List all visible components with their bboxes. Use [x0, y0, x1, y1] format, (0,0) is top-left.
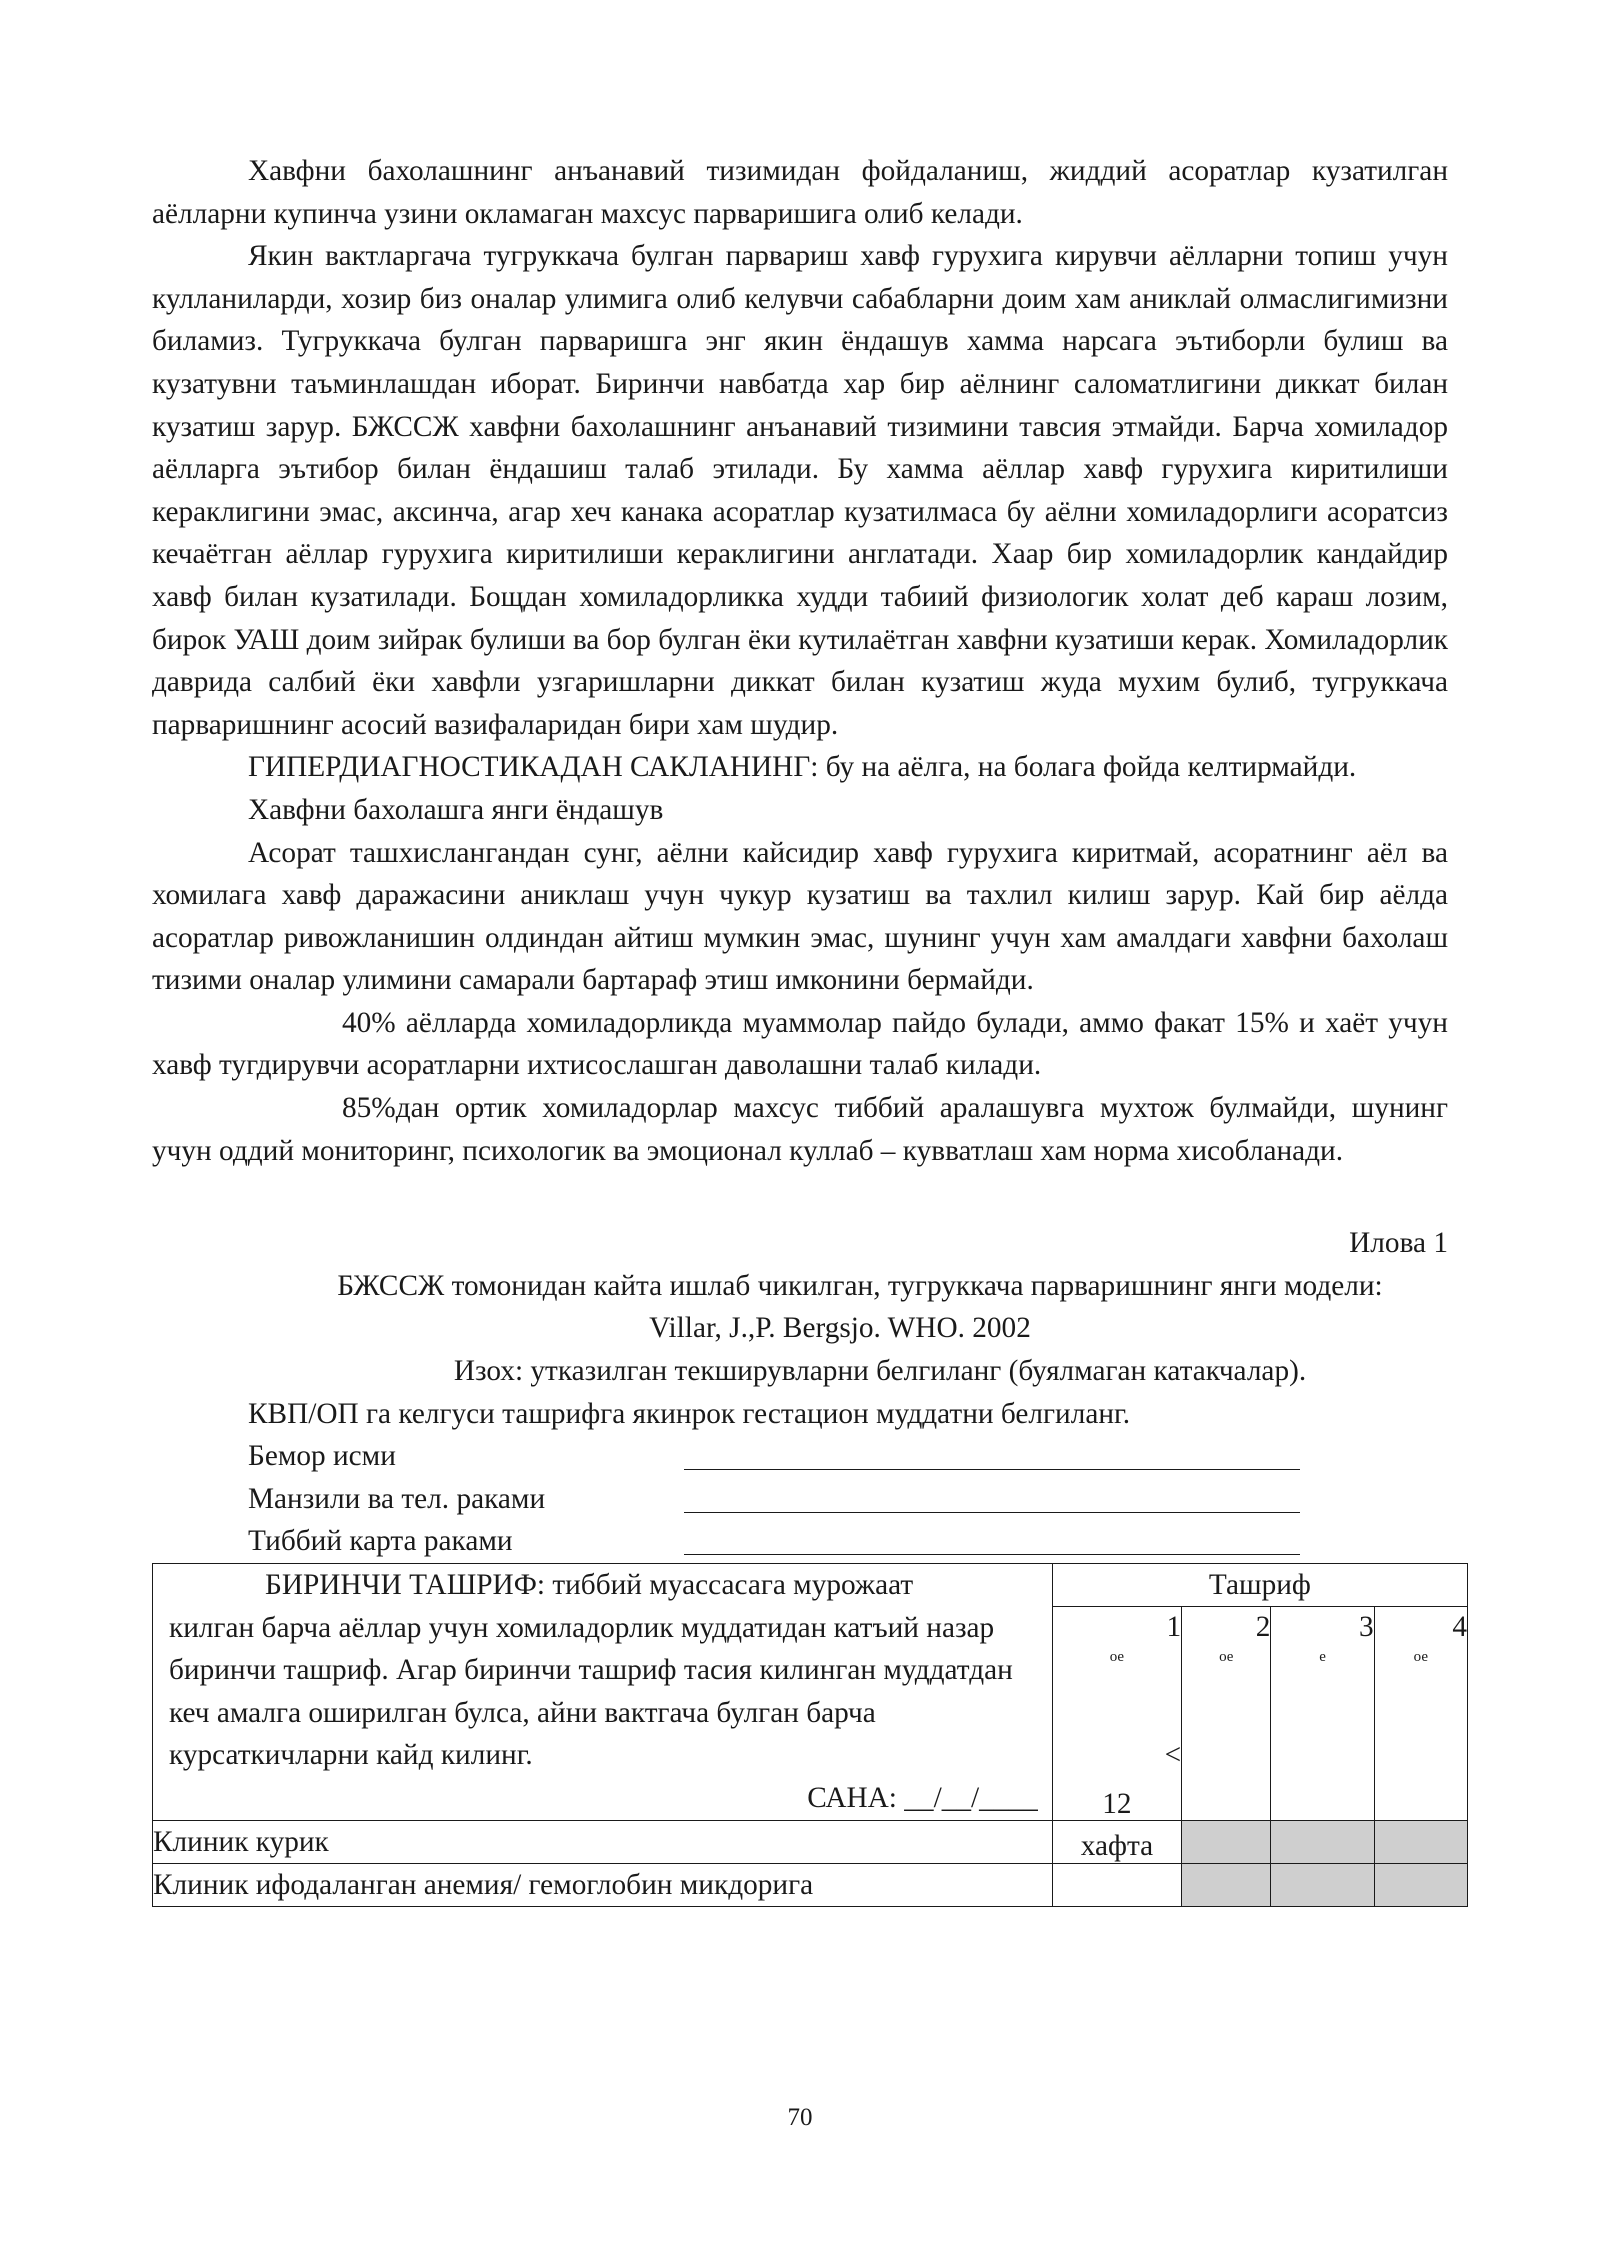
shaded-cell: [1374, 1820, 1467, 1863]
shaded-cell: [1271, 1820, 1374, 1863]
paragraph-2: Якин вактларгача тугруккача булган парвариш хавф гурухига кирувчи аёлларни топиш учун кулланиларди, хозир биз оналар улимига олиб келувчи сабабларни доим хам аниклай олмаслигимизни биламиз. Тугруккача булган парваришга энг якин ёндашув хамма нарсага эътиборли булиш ва кузатувни таъминлашдан иборат. Биринчи навбатда хар бир аёлнинг саломатлигини диккат билан кузатиш зарур. БЖССЖ хавфни бахолашнинг анъанавий тизимини тавсия этмайди. Барча хомиладор аёлларга эътибор билан ёндашиш талаб этилади. Бу хамма аёллар хавф гурухига киритилиши кераклигини эмас, аксинча, агар хеч канака асоратлар кузатилмаса бу аёлни хомиладорлиги асоратсиз кечаётган аёллар гурухига киритилиши кераклигини англатади. Хаар бир хомиладорлик кандайдир хавф билан кузатилади. Бощдан хомиладорликка худди табиий физиологик холат деб караш лозим, бирок УАШ доим зийрак булиши ва бор булган ёки кутилаётган хавфни кузатиши керак. Хомиладорлик даврида салбий ёки хавфли узгаришларни диккат билан кузатиш жуда мухим булиб, тугруккача парваришнинг асосий вазифаларидан бири хам шудир.: [152, 240, 1448, 741]
visit-2-sub: ое: [1219, 1649, 1234, 1665]
visit-col-3: [1271, 1607, 1374, 1821]
first-visit-title: БИРИНЧИ ТАШРИФ: тиббий муассасага мурожаат: [265, 1569, 914, 1601]
shaded-cell: [1374, 1863, 1467, 1906]
row-label-anemia: Клиник ифодаланган анемия/ гемоглобин микдорига: [153, 1863, 1053, 1906]
shaded-cell: [1271, 1863, 1374, 1906]
shaded-cell: [1182, 1820, 1271, 1863]
address-phone-row: [152, 1478, 1448, 1521]
first-visit-cell: [153, 1564, 1053, 1821]
paragraph-3: ГИПЕРДИАГНОСТИКАДАН САКЛАНИНГ: бу на аёлга, на болага фойда келтирмайди.: [248, 751, 1357, 784]
medical-card-row: [152, 1520, 1448, 1563]
medical-card-label: Тиббий карта раками: [248, 1525, 513, 1558]
paragraph-5: 40% аёлларда хомиладорликда муаммолар пайдо булади, аммо факат 15% и хаёт учун хавф тугдирувчи асоратларни ихтисослашган даволашни талаб килади.: [152, 1006, 1448, 1082]
appendix-citation: Villar, J.,P. Bergsjo. WHO. 2002: [649, 1312, 1031, 1345]
visit-1-weeks-label: хафта: [1080, 1830, 1154, 1862]
visit-1-sub: ое: [1109, 1649, 1125, 1665]
address-phone-label: Манзили ва тел. раками: [248, 1482, 546, 1515]
visit-1-number: 1: [1166, 1611, 1182, 1643]
page-number: 70: [787, 2104, 813, 2131]
first-visit-text: килган барча аёллар учун хомиладорлик муддатидан катъий назар биринчи ташриф. Агар биринчи ташриф тасия килинган муддатдан кеч амалга оширилган булса, айни вактгача булган барча курсаткичларни кайд килинг.: [169, 1611, 1013, 1772]
appendix-title: БЖССЖ томонидан кайта ишлаб чикилган, тугруккача парваришнинг янги модели:: [337, 1269, 1383, 1302]
section-heading: Хавфни бахолашга янги ёндашув: [248, 793, 664, 826]
address-phone-blank: [684, 1478, 1300, 1513]
paragraph-6: 85%дан ортик хомиладорлар махсус тиббий аралашувга мухтож булмайди, шунинг учун оддий мониторинг, психологик ва эмоционал куллаб – кувватлаш хам норма хисобланади.: [152, 1092, 1448, 1167]
visit-4-sub: ое: [1413, 1649, 1429, 1665]
row-label-clinical-exam: Клиник курик: [153, 1820, 1053, 1863]
date-field: САНА: __/__/____: [807, 1781, 1038, 1814]
paragraph-4: Асорат ташхислангандан сунг, аёлни кайсидир хавф гурухига киритмай, асоратнинг аёл ва хомилага хавф даражасини аниклаш учун чукур кузатиш ва тахлил килиш зарур. Кай бир аёлда асоратлар ривожланишин олдиндан айтиш мумкин эмас, шунинг учун хам амалдаги хавфни бахолаш тизими оналар улимини самарали бартараф этиш имконини бермайди.: [152, 836, 1448, 997]
paragraph-1: Хавфни бахолашнинг анъанавий тизимидан фойдаланиш, жиддий асоратлар кузатилган аёлларни купинча узини окламаган махсус парваришига олиб келади.: [152, 155, 1448, 230]
visit-2-number: 2: [1255, 1611, 1271, 1643]
visit-3-sub: е: [1319, 1649, 1326, 1665]
visit-col-1: [1052, 1607, 1182, 1862]
patient-name-label: Бемор исми: [248, 1440, 396, 1473]
shaded-cell: [1182, 1863, 1271, 1906]
patient-name-blank: [684, 1435, 1300, 1470]
appendix-instruction: КВП/ОП га келгуси ташрифга якинрок гестацион муддатни белгиланг.: [248, 1397, 1131, 1430]
patient-name-row: [152, 1435, 1448, 1478]
medical-card-blank: [684, 1520, 1300, 1555]
visit-3-number: 3: [1359, 1611, 1374, 1643]
document-page: [152, 150, 1467, 1907]
visit-col-4: [1374, 1607, 1467, 1821]
check-cell[interactable]: [1052, 1863, 1181, 1906]
table-row: [153, 1820, 1468, 1863]
visit-1-less-than: <: [1164, 1739, 1182, 1771]
visit-col-2: [1182, 1607, 1271, 1821]
visit-table: [152, 1563, 1468, 1907]
visit-4-number: 4: [1452, 1611, 1467, 1643]
appendix-label: Илова 1: [1349, 1227, 1448, 1260]
appendix-note: Изох: утказилган текширувларни белгиланг (буялмаган катакчалар).: [453, 1355, 1307, 1388]
visit-1-weeks: 12: [1102, 1788, 1132, 1820]
visit-header: Ташриф: [1052, 1564, 1467, 1607]
table-row: [153, 1863, 1468, 1906]
